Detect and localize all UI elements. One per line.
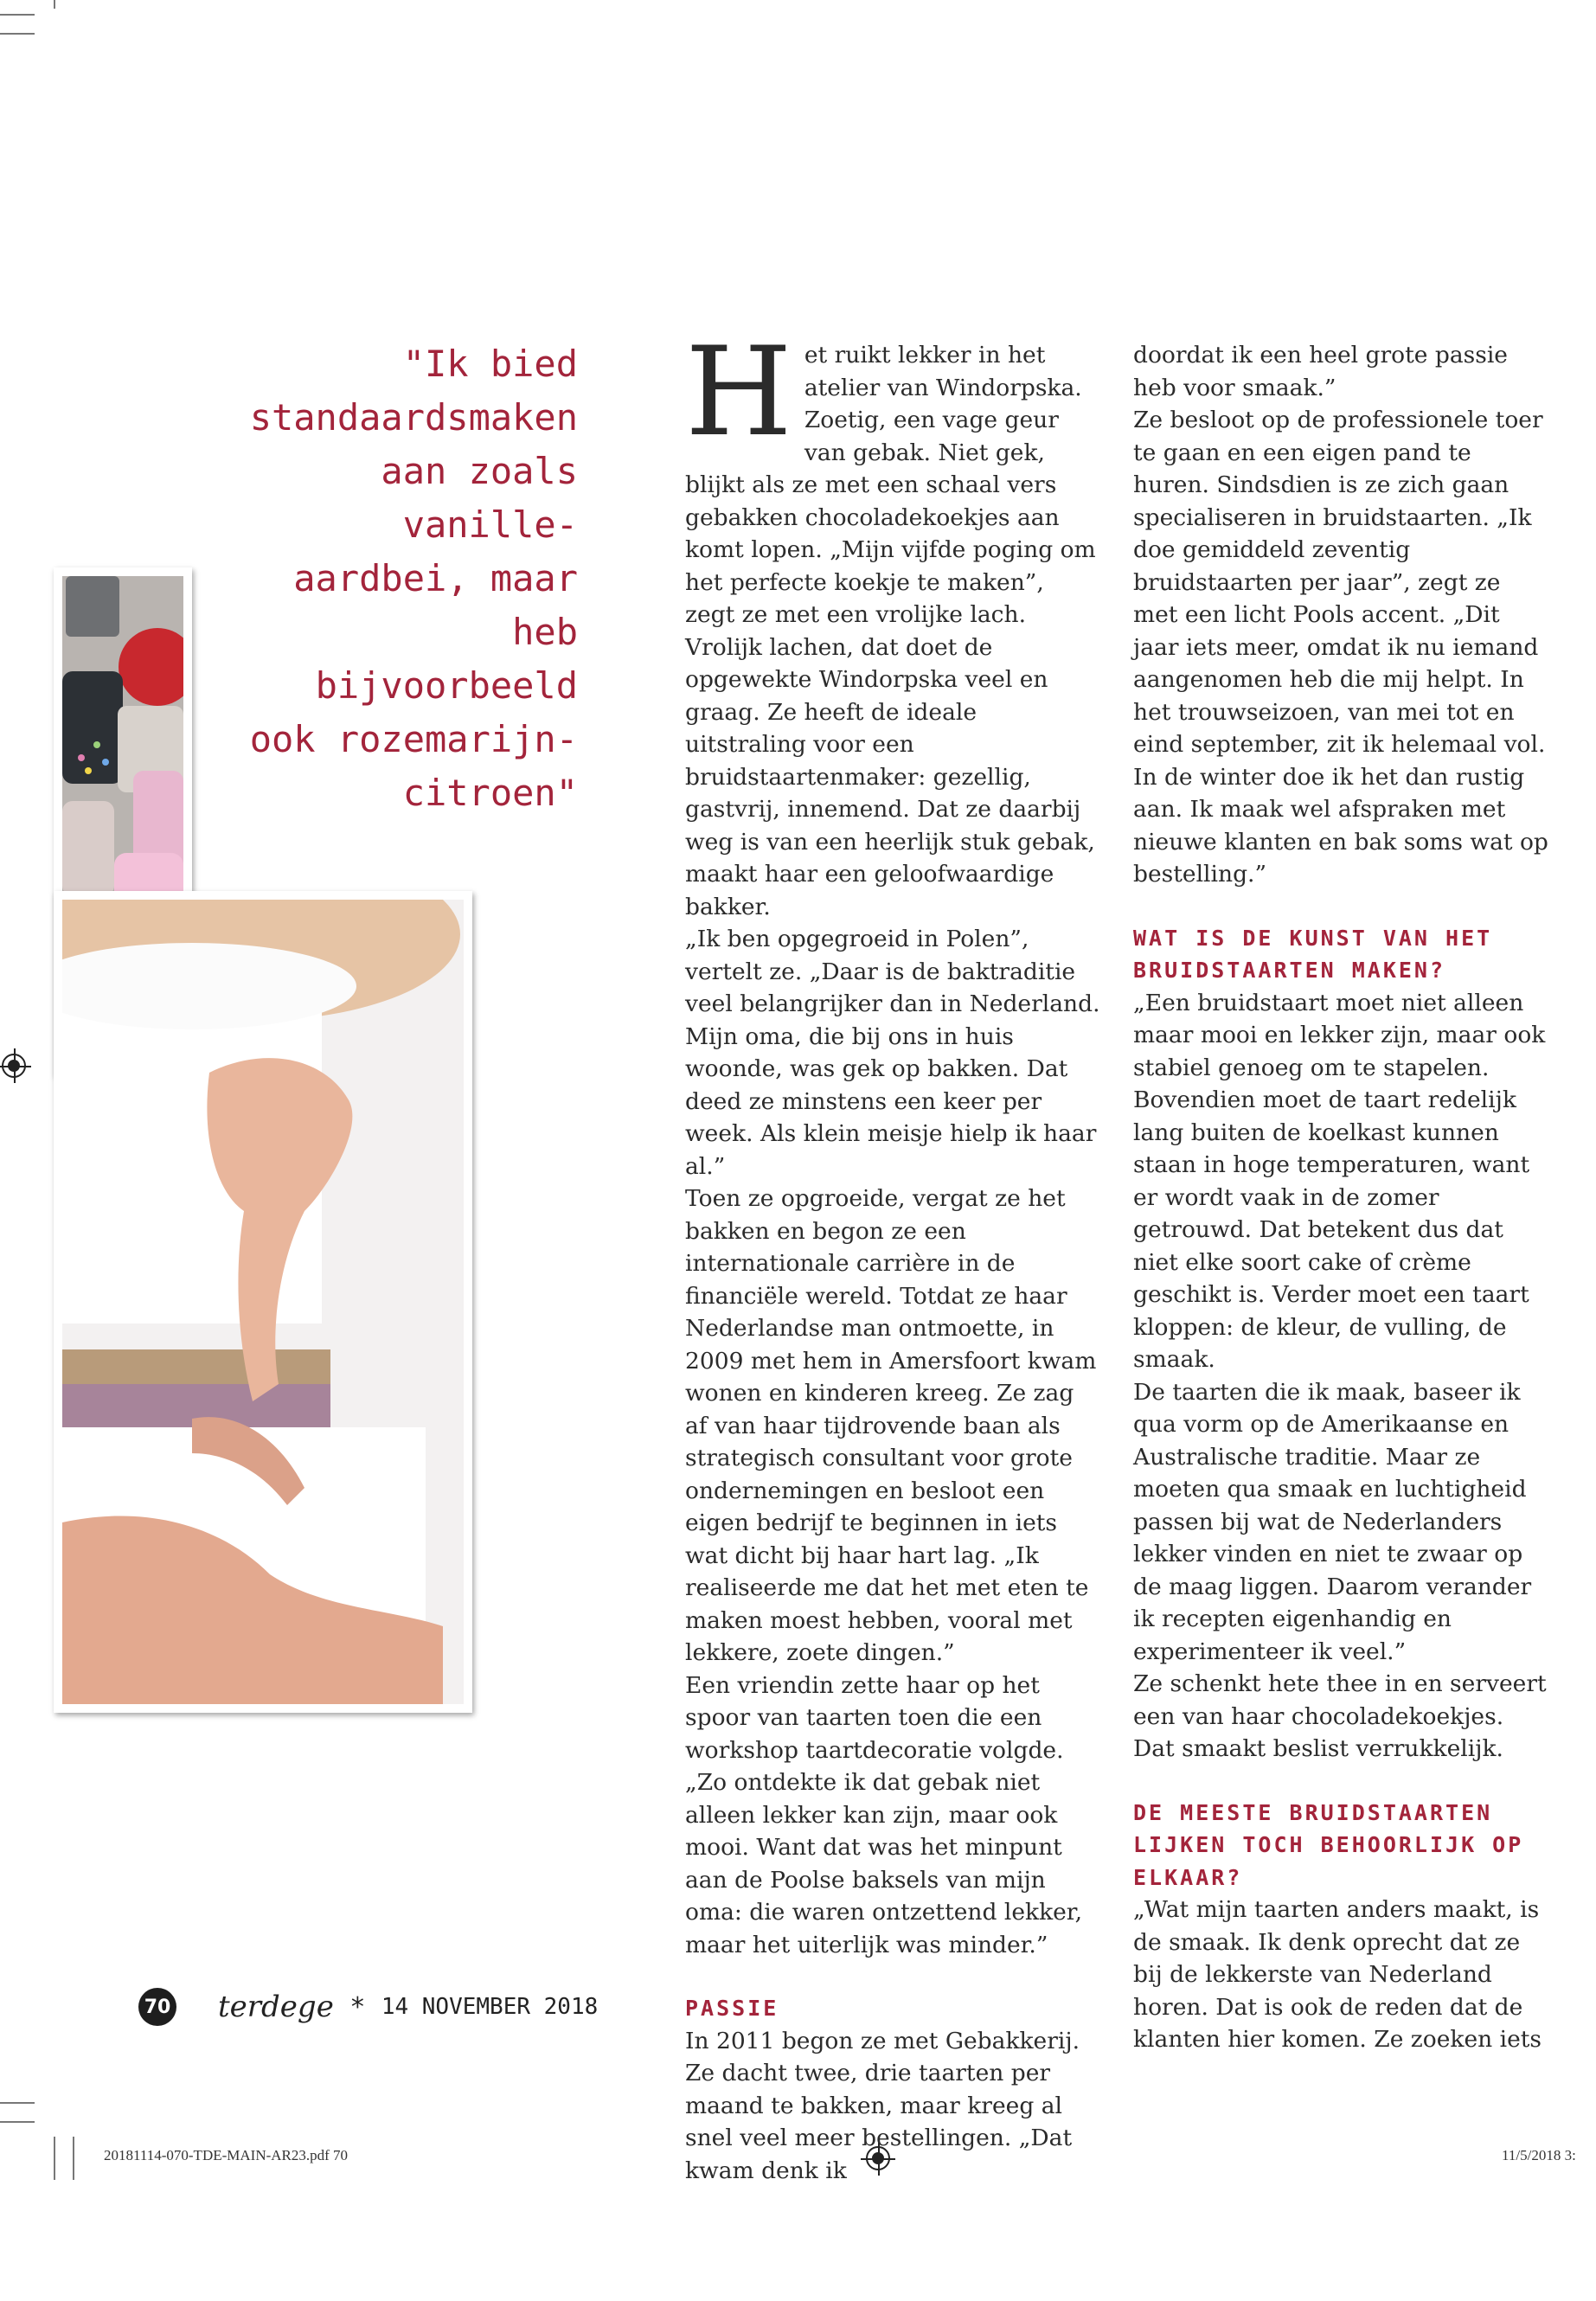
pull-quote: "Ik bied standaardsmaken aan zoals vanille-aardbei, maar heb bijvoorbeeld ook rozemarijn-citroen" [249,343,578,814]
crop-mark-bottom-left [0,2102,35,2104]
crop-mark-bottom-vertical [54,2137,55,2180]
page-number: 70 [138,1988,176,2026]
paragraph: Toen ze opgroeide, vergat ze het bakken en begon ze een internationale carrière in de financiële wereld. Totdat ze haar Nederlandse man ontmoette, in 2009 met hem in Amersfoort kwam wonen en kinderen kreeg. Ze zag af van haar tijdrovende baan als strategisch consultant voor grote ondernemingen en besloot een eigen bedrijf te beginnen in iets wat dicht bij haar hart lag. „Ik realiseerde me dat het met eten te maken moest hebben, vooral met lekkere, zoete dingen.” [685,1185,1097,1666]
separator-star-icon: * [350,1991,364,2022]
crop-mark-bottom-left-2 [0,2121,35,2123]
paragraph: Ze schenkt hete thee in en serveert een van haar chocoladekoekjes. Dat smaakt beslist verrukkelijk. [1133,1670,1547,1762]
crop-mark-top-vertical [54,0,55,9]
registration-mark-left-icon [2,1054,26,1078]
crop-mark-top-left-2 [0,33,35,35]
paragraph: „Ik ben opgegroeid in Polen”, vertelt ze. „Daar is de baktraditie veel belangrijker dan in Nederland. Mijn oma, die bij ons in huis woonde, was gek op bakken. Dat deed ze minstens een keer per week. Als klein meisje hielp ik haar al.” [685,926,1100,1180]
issue-date: 14 NOVEMBER 2018 [381,1994,599,2020]
paragraph: doordat ik een heel grote passie heb voor smaak.” [1133,342,1508,401]
crop-mark-bottom-vertical-2 [73,2137,74,2180]
section-heading: DE MEESTE BRUIDSTAARTEN LIJKEN TOCH BEHOORLIJK OP ELKAAR? [1133,1799,1524,1890]
article-column-2 [1133,339,1548,2056]
paragraph: „Wat mijn taarten anders maakt, is de smaak. Ik denk oprecht dat ze bij de lekkerste van Nederland horen. Dat is ook de reden dat de klanten hier komen. Ze zoeken iets [1133,1896,1542,2053]
print-slug-filename: 20181114-070-TDE-MAIN-AR23.pdf 70 [104,2147,349,2163]
paragraph: De taarten die ik maak, baseer ik qua vorm op de Amerikaanse en Australische traditie. Maar ze moeten qua smaak en luchtigheid passen bij wat de Nederlanders lekker vinden en niet te zwaar op de maag liggen. Daarom verander ik recepten eigenhandig en experimenteer ik veel.” [1133,1378,1532,1665]
cake-hands-illustration [62,900,464,1704]
section-heading: WAT IS DE KUNST VAN HET BRUIDSTAARTEN MAKEN? [1133,925,1493,983]
paragraph: Ze besloot op de professionele toer te gaan en een eigen pand te huren. Sindsdien is ze zich gaan specialiseren in bruidstaarten. „Ik doe gemiddeld zeventig bruidstaarten per jaar”, zegt ze met een licht Pools accent. „Dit jaar iets meer, omdat ik nu iemand aangenomen heb die mij helpt. In het trouwseizoen, van mei tot en eind september, zit ik helemaal vol. In de winter doe ik het dan rustig aan. Ik maak wel afspraken met nieuwe klanten en bak soms wat op bestelling.” [1133,407,1548,888]
print-slug-date: 11/5/2018 3: [1502,2147,1576,2163]
page-footer [138,1987,598,2027]
drop-cap: H [685,321,792,464]
cake-decorating-hands-photo [54,891,472,1713]
section-heading: PASSIE [685,1996,779,2021]
article-column-1 [685,321,1100,2187]
paragraph: In 2011 begon ze met Gebakkerij. Ze dacht twee, drie taarten per maand te bakken, maar kreeg al snel veel meer bestellingen. „Dat kwam denk ik [685,2027,1080,2184]
paragraph: Een vriendin zette haar op het spoor van taarten toen die een workshop taartdecoratie volgde. „Zo ontdekte ik dat gebak niet alleen lekker kan zijn, maar ook mooi. Want dat was het minpunt aan de Poolse baksels van mijn oma: die waren ontzettend lekker, maar het uiterlijk was minder.” [685,1671,1082,1958]
magazine-logo: terdege [218,1990,334,2024]
paragraph: Vrolijk lachen, dat doet de opgewekte Windorpska veel en graag. Ze heeft de ideale uitstraling voor een bruidstaartenmaker: gezellig, gastvrij, innemend. Dat ze daarbij weg is van een heerlijk stuk gebak, maakt haar een geloofwaardige bakker. [685,633,1095,920]
paragraph: „Een bruidstaart moet niet alleen maar mooi en lekker zijn, maar ook stabiel genoeg om te stapelen. Bovendien moet de taart redelijk lang buiten de koelkast kunnen staan in hoge temperaturen, want er wordt vaak in de zomer getrouwd. Dat betekent dus dat niet elke soort cake of crème geschikt is. Verder moet een taart kloppen: de kleur, de vulling, de smaak. [1133,989,1546,1373]
crop-mark-top-left [0,14,35,16]
paragraph: et ruikt lekker in het atelier van Windorpska. Zoetig, een vage geur van gebak. Niet gek, blijkt als ze met een schaal vers gebakken chocoladekoekjes aan komt lopen. „Mijn vijfde poging om het perfecte koekje te maken”, zegt ze met een vrolijke lach. [685,342,1096,628]
